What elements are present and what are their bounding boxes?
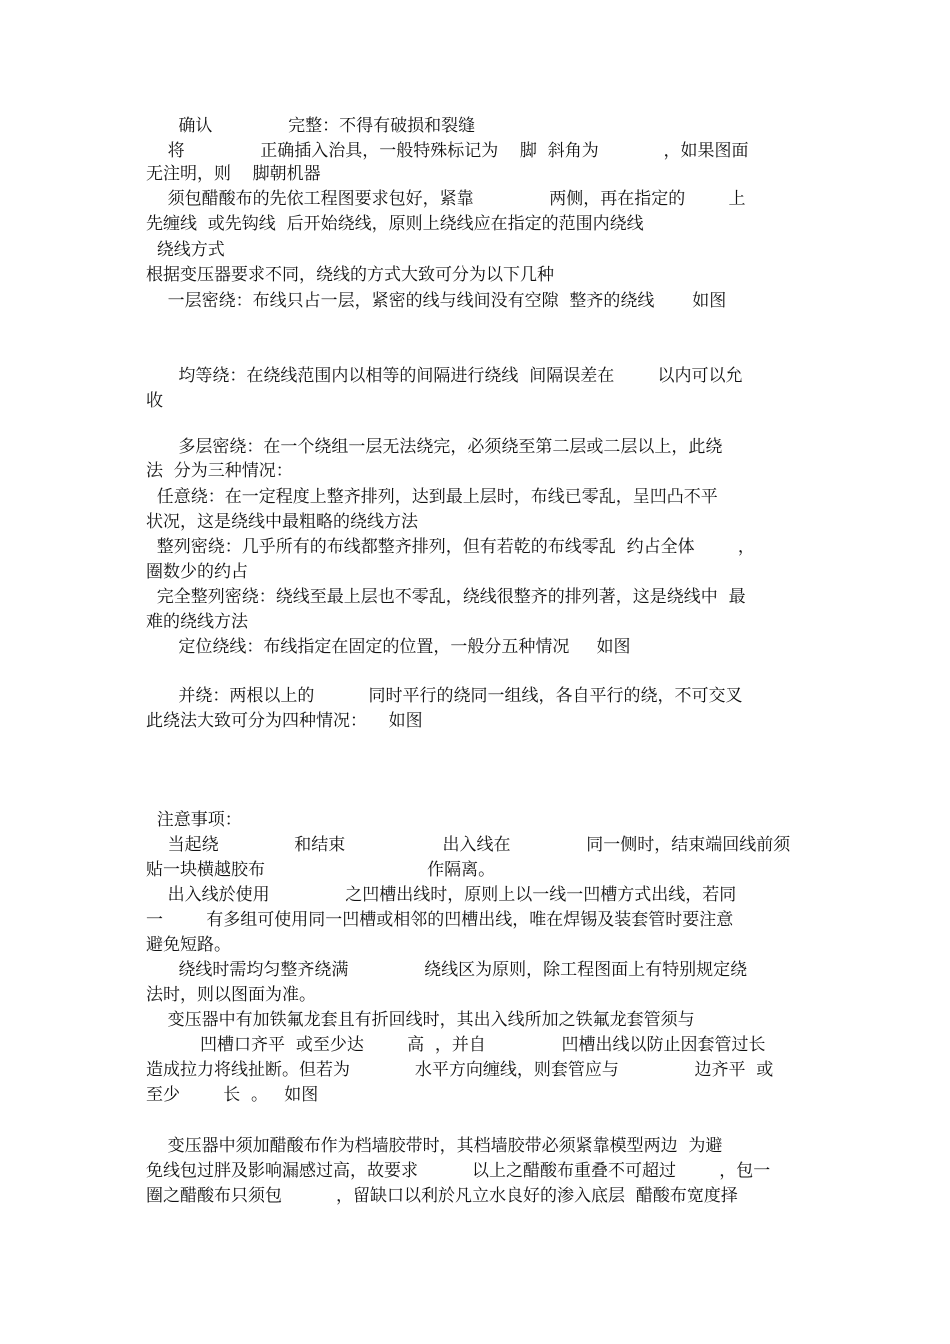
text-line: 根据变压器要求不同，绕线的方式大致可分为以下几种 <box>146 265 554 285</box>
text-line: 任意绕：在一定程度上整齐排列，达到最上层时，布线已零乱，呈凹凸不平 <box>146 487 718 507</box>
text-line: 圈数少的约占 <box>146 562 248 582</box>
text-line: 将 正确插入治具，一般特殊标记为 脚 斜角为 ，如果图面 <box>146 141 749 161</box>
text-line: 一层密绕：布线只占一层，紧密的线与线间没有空隙 整齐的绕线 如图 <box>146 291 727 311</box>
text-line: 当起绕 和结束 出入线在 同一侧时，结束端回线前须 <box>146 835 791 855</box>
text-line: 定位绕线：布线指定在固定的位置，一般分五种情况 如图 <box>146 637 631 657</box>
section-heading: 绕线方式 <box>146 240 225 260</box>
text-line: 法时，则以图面为准。 <box>146 985 316 1005</box>
text-line: 至少 长 。 如图 <box>146 1085 319 1105</box>
text-line: 状况，这是绕线中最粗略的绕线方法 <box>146 512 418 532</box>
text-line: 圈之醋酸布只须包 ，留缺口以利於凡立水良好的渗入底层 醋酸布宽度择 <box>146 1186 738 1206</box>
text-line: 造成拉力将线扯断。但若为 水平方向缠线，则套管应与 边齐平 或 <box>146 1060 774 1080</box>
text-line: 均等绕：在绕线范围内以相等的间隔进行绕线 间隔误差在 以内可以允 <box>146 366 743 386</box>
text-line: 并绕：两根以上的 同时平行的绕同一组线，各自平行的绕，不可交叉 <box>146 686 743 706</box>
text-line: 无注明，则 脚朝机器 <box>146 164 321 184</box>
text-line: 避免短路。 <box>146 935 231 955</box>
text-line: 此绕法大致可分为四种情况： 如图 <box>146 711 423 731</box>
text-line: 整列密绕：几乎所有的布线都整齐排列，但有若乾的布线零乱 约占全体 ， <box>146 537 755 557</box>
text-line: 免线包过胖及影响漏感过高，故要求 以上之醋酸布重叠不可超过 ，包一 <box>146 1161 771 1181</box>
text-line: 法 分为三种情况： <box>146 461 293 481</box>
text-line: 变压器中须加醋酸布作为档墙胶带时，其档墙胶带必须紧靠模型两边 为避 <box>146 1136 723 1156</box>
text-line: 贴一块横越胶布 作隔离。 <box>146 860 496 880</box>
text-line: 出入线於使用 之凹槽出线时，原则上以一线一凹槽方式出线，若同 <box>146 885 737 905</box>
text-line: 须包醋酸布的先依工程图要求包好，紧靠 两侧，再在指定的 上 <box>146 189 746 209</box>
text-line: 收 <box>146 391 163 411</box>
text-line: 完全整列密绕：绕线至最上层也不零乱，绕线很整齐的排列著，这是绕线中 最 <box>146 587 746 607</box>
section-heading: 注意事项： <box>146 810 242 830</box>
text-line: 一 有多组可使用同一凹槽或相邻的凹槽出线，唯在焊锡及装套管时要注意 <box>146 910 734 930</box>
text-line: 多层密绕：在一个绕组一层无法绕完，必须绕至第二层或二层以上，此绕 <box>146 437 723 457</box>
text-line: 凹槽口齐平 或至少达 高 ，并自 凹槽出线以防止因套管过长 <box>146 1035 766 1055</box>
text-line: 变压器中有加铁氟龙套且有折回线时，其出入线所加之铁氟龙套管须与 <box>146 1010 695 1030</box>
text-line: 确认 完整：不得有破损和裂缝 <box>146 116 476 136</box>
text-line: 绕线时需均匀整齐绕满 绕线区为原则，除工程图面上有特别规定绕 <box>146 960 748 980</box>
text-line: 先缠线 或先钩线 后开始绕线，原则上绕线应在指定的范围内绕线 <box>146 214 644 234</box>
text-line: 难的绕线方法 <box>146 612 248 632</box>
